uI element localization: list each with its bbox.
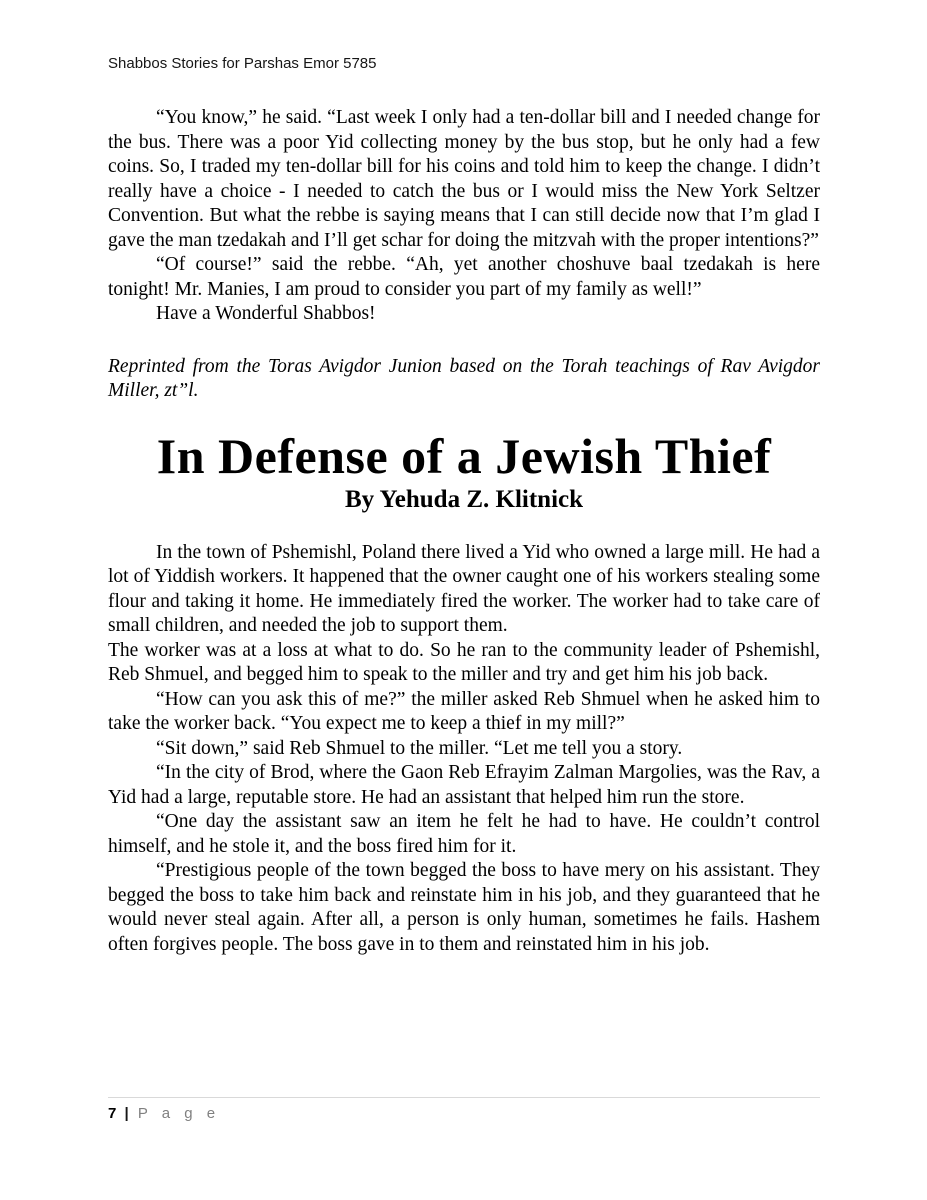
footer-separator: | xyxy=(124,1105,129,1122)
page-number: 7 xyxy=(108,1105,117,1122)
story-byline: By Yehuda Z. Klitnick xyxy=(344,485,584,513)
page-header xyxy=(108,55,820,72)
story2-paragraph-5: “In the city of Brod, where the Gaon Reb Efrayim Zalman Margolies, was the Rav, a Yid had a large, reputable store. He had an assistant that helped him run the store. xyxy=(108,762,820,808)
story2-paragraph-6: “One day the assistant saw an item he felt he had to have. He couldn’t control himself, and he stole it, and the boss fired him for it. xyxy=(108,811,820,857)
story1-paragraph-1: “You know,” he said. “Last week I only had a ten-dollar bill and I needed change for the bus. There was a poor Yid collecting money by the bus stop, but he only had a few coins. So, I traded my ten-dollar bill for his coins and told him to keep the change. I didn’t really have a choice - I needed to catch the bus or I would miss the New York Seltzer Convention. But what the rebbe is saying means that I can still decide now that I’m glad I gave the man tzedakah and I’ll get schar for doing the mitzvah with the proper intentions?” xyxy=(108,107,820,251)
document-body xyxy=(108,106,820,957)
story2-paragraph-2: The worker was at a loss at what to do. So he ran to the community leader of Pshemishl, Reb Shmuel, and begged him to speak to the miller and try and get him his job back. xyxy=(108,639,820,685)
page-footer xyxy=(108,1097,820,1122)
story1-paragraph-2: “Of course!” said the rebbe. “Ah, yet another choshuve baal tzedakah is here tonight! Mr. Manies, I am proud to consider you part of my family as well!” xyxy=(108,254,820,300)
story2-paragraph-1: In the town of Pshemishl, Poland there lived a Yid who owned a large mill. He had a lot of Yiddish workers. It happened that the owner caught one of his workers stealing some flour and taking it home. He immediately fired the worker. The worker had to take care of small children, and needed the job to support them. xyxy=(108,541,820,636)
story-title: In Defense of a Jewish Thief xyxy=(156,427,772,484)
story2-paragraph-3: “How can you ask this of me?” the miller asked Reb Shmuel when he asked him to take the worker back. “You expect me to keep a thief in my mill?” xyxy=(108,688,820,734)
footer-page-label: P a g e xyxy=(137,1105,221,1122)
story1-attribution: Reprinted from the Toras Avigdor Junion based on the Torah teachings of Rav Avigdor Miller, zt”l. xyxy=(108,355,820,401)
story2-paragraph-4: “Sit down,” said Reb Shmuel to the miller. “Let me tell you a story. xyxy=(156,737,683,759)
story2-paragraph-7: “Prestigious people of the town begged the boss to have mery on his assistant. They begged the boss to take him back and reinstate him in his job, and they guaranteed that he would never steal again. After all, a person is only human, sometimes he fails. Hashem often forgives people. The boss gave in to them and reinstated him in his job. xyxy=(108,860,820,955)
story1-paragraph-3: Have a Wonderful Shabbos! xyxy=(156,303,376,324)
header-title: Shabbos Stories for Parshas Emor 5785 xyxy=(108,55,377,72)
